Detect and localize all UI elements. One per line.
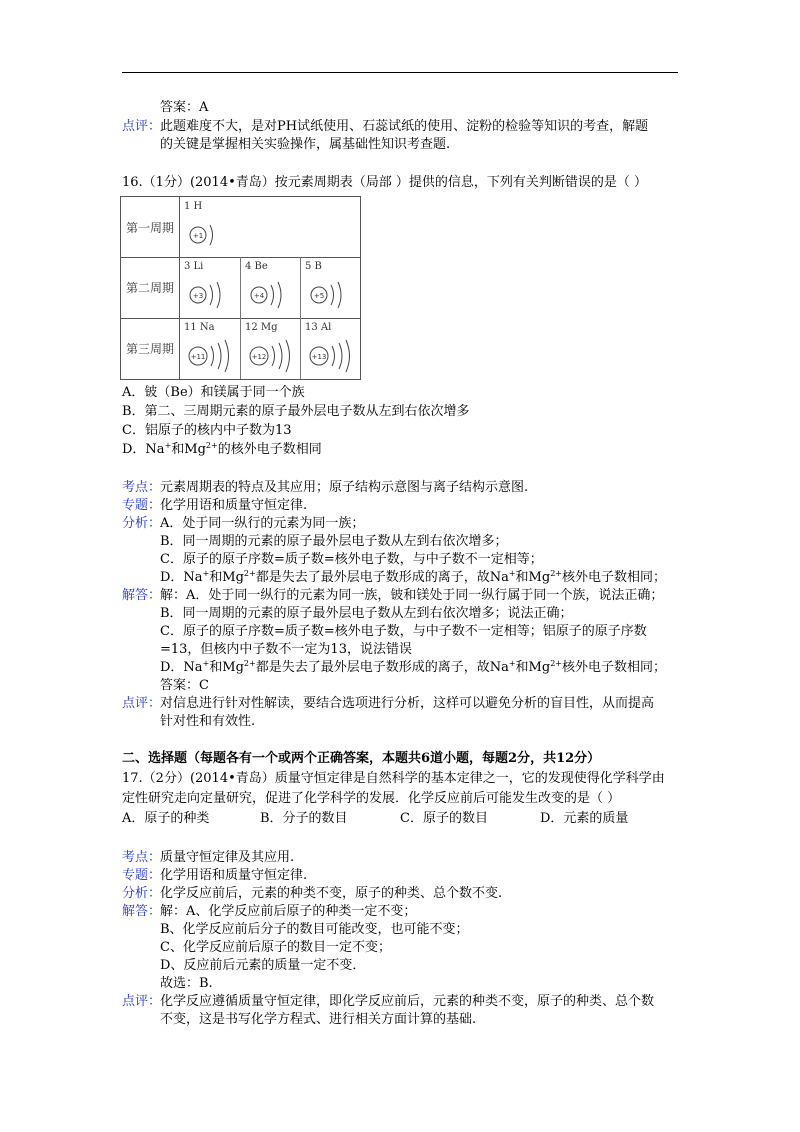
atom-diagram-icon xyxy=(247,338,303,376)
q17-jieda-3: C、化学反应前后原子的数目一定不变； xyxy=(160,940,391,955)
element-cell-b xyxy=(301,257,361,318)
q16-jieda-a: 解：A．处于同一纵行的元素为同一族，铍和镁处于同一纵行属于同一个族，说法正确； xyxy=(160,588,664,603)
q17-stem-1: 17.（2分）(2014•青岛）质量守恒定律是自然科学的基本定律之一，它的发现使得化学科学由 xyxy=(122,771,665,786)
q16-zhuanti: 化学用语和质量守恒定律. xyxy=(160,498,308,513)
q17-kaodian: 质量守恒定律及其应用. xyxy=(160,850,295,865)
prev-comment-line-2: 的关键是掌握相关实验操作，属基础性知识考查题. xyxy=(160,137,451,152)
element-label: 5 B xyxy=(305,261,322,272)
q16-jieda-label: 解答： xyxy=(122,588,162,603)
periodic-table-figure xyxy=(120,196,361,380)
q17-fenxi-label: 分析： xyxy=(122,886,162,901)
q16-option-b: B．第二、三周期元素的原子最外层电子数从左到右依次增多 xyxy=(122,404,470,419)
q16-fenxi-a: A．处于同一纵行的元素为同一族； xyxy=(160,516,365,531)
q17-option-b: B．分子的数目 xyxy=(260,811,348,826)
q16-kaodian-label: 考点： xyxy=(122,480,162,495)
q17-dianping-2: 不变，这是书写化学方程式、进行相关方面计算的基础. xyxy=(160,1012,477,1027)
q17-option-d: D．元素的质量 xyxy=(540,811,629,826)
q16-option-c: C．铝原子的核内中子数为13 xyxy=(122,423,292,438)
q17-option-c: C．原子的数目 xyxy=(400,811,488,826)
svg-text:+1: +1 xyxy=(192,232,204,240)
header-rule xyxy=(122,72,678,73)
q17-stem-2: 定性研究走向定量研究，促进了化学科学的发展．化学反应前后可能发生改变的是（ ） xyxy=(122,791,621,806)
q16-fenxi-d: D．Na+和$Mg^{2+}$都是失去了最外层电子数形成的离子，故Na+和$Mg^{2+}$核外电子数相同； xyxy=(160,569,666,585)
prev-comment-label: 点评： xyxy=(122,119,162,134)
atom-diagram-icon xyxy=(186,338,242,376)
q16-fenxi-label: 分析： xyxy=(122,516,162,531)
element-label: 3 Li xyxy=(184,261,204,272)
q16-jieda-d: D．Na+和$Mg^{2+}$都是失去了最外层电子数形成的离子，故Na+和$Mg^{2+}$核外电子数相同； xyxy=(160,659,666,675)
q17-jieda-label: 解答： xyxy=(122,904,162,919)
q17-kaodian-label: 考点： xyxy=(122,850,162,865)
svg-text:+3: +3 xyxy=(192,292,204,300)
q17-dianping-1: 化学反应遵循质量守恒定律，即化学反应前后，元素的种类不变，原子的种类、总个数 xyxy=(160,994,655,1009)
q16-dianping-label: 点评： xyxy=(122,696,162,711)
q17-zhuanti-label: 专题： xyxy=(122,868,162,883)
svg-text:+5: +5 xyxy=(313,292,325,300)
element-cell-al xyxy=(301,318,361,379)
q16-jieda-c1: C．原子的原子序数=质子数=核外电子数，与中子数不一定相等；铝原子的原子序数 xyxy=(160,624,647,639)
q16-zhuanti-label: 专题： xyxy=(122,498,162,513)
svg-text:+13: +13 xyxy=(311,353,327,361)
period-2-label: 第二周期 xyxy=(121,257,180,318)
q17-fenxi: 化学反应前后，元素的种类不变，原子的种类、总个数不变. xyxy=(160,886,503,901)
q16-jieda-c2: =13，但核内中子数不一定为13，说法错误 xyxy=(160,642,412,657)
q16-jieda-b: B．同一周期的元素的原子最外层电子数从左到右依次增多；说法正确； xyxy=(160,606,573,621)
q16-answer: 答案：C xyxy=(160,678,209,693)
q16-dianping-1: 对信息进行针对性解读，要结合选项进行分析，这样可以避免分析的盲目性，从而提高 xyxy=(160,696,655,711)
atom-diagram-icon xyxy=(186,277,241,315)
q17-jieda-1: 解：A、化学反应前后原子的种类一定不变； xyxy=(160,904,417,919)
element-label: 1 H xyxy=(184,201,203,212)
period-1-label: 第一周期 xyxy=(121,197,180,257)
atom-diagram-icon xyxy=(307,277,362,315)
period-3-label: 第三周期 xyxy=(121,318,180,379)
q16-stem: 16.（1分）(2014•青岛）按元素周期表（局部 ）提供的信息，下列有关判断错误的是（ ） xyxy=(122,175,648,190)
svg-text:+11: +11 xyxy=(190,353,206,361)
q16-kaodian: 元素周期表的特点及其应用；原子结构示意图与离子结构示意图. xyxy=(160,480,529,495)
prev-comment-line-1: 此题难度不大，是对PH试纸使用、石蕊试纸的使用、淀粉的检验等知识的考查，解题 xyxy=(160,119,649,134)
q17-answer: 故选：B. xyxy=(160,976,213,991)
element-cell-li xyxy=(180,257,240,318)
q16-fenxi-c: C．原子的原子序数=质子数=核外电子数，与中子数不一定相等； xyxy=(160,552,543,567)
q16-dianping-2: 针对性和有效性. xyxy=(160,714,256,729)
element-label: 11 Na xyxy=(184,322,215,333)
element-cell-h xyxy=(180,197,240,257)
q17-option-a: A．原子的种类 xyxy=(122,811,210,826)
atom-diagram-icon xyxy=(186,217,236,253)
section-2-heading: 二、选择题（每题各有一个或两个正确答案，本题共6道小题，每题2分，共12分） xyxy=(122,751,601,766)
atom-diagram-icon xyxy=(307,338,363,376)
element-label: 13 Al xyxy=(305,322,332,333)
q17-jieda-4: D、反应前后元素的质量一定不变． xyxy=(160,958,366,973)
q16-option-d: D．Na+和$Mg^{2+}$的核外电子数相同 xyxy=(122,441,322,457)
atom-diagram-icon xyxy=(247,277,302,315)
q16-fenxi-b: B．同一周期的元素的原子最外层电子数从左到右依次增多； xyxy=(160,534,508,549)
element-cell-mg xyxy=(241,318,301,379)
svg-text:+4: +4 xyxy=(253,292,265,300)
q17-dianping-label: 点评： xyxy=(122,994,162,1009)
prev-answer: 答案：A xyxy=(160,100,209,115)
q17-zhuanti: 化学用语和质量守恒定律. xyxy=(160,868,308,883)
svg-text:+12: +12 xyxy=(251,353,267,361)
element-label: 12 Mg xyxy=(245,322,278,333)
element-cell-be xyxy=(241,257,301,318)
element-label: 4 Be xyxy=(245,261,268,272)
q17-jieda-2: B、化学反应前后分子的数目可能改变，也可能不变； xyxy=(160,922,469,937)
element-cell-na xyxy=(180,318,240,379)
q16-option-a: A．铍（Be）和镁属于同一个族 xyxy=(122,385,305,400)
